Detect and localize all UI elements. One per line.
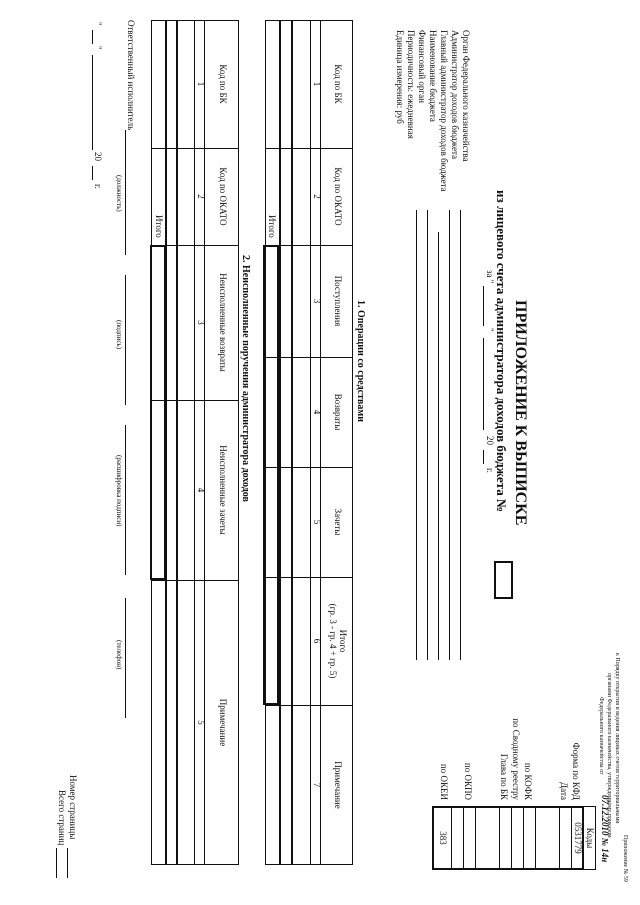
section2-title: 2. Неисполненные поручения администратора доходов	[240, 255, 251, 502]
position-line	[125, 130, 126, 255]
org-line-3	[438, 232, 439, 660]
codes-box	[432, 806, 584, 870]
org-field-2: Администратор доходов бюджета	[450, 30, 460, 159]
org-field-6: Периодичность: ежедневная	[406, 30, 416, 139]
total-pages-label: Всего страниц	[57, 790, 67, 846]
date-prefix: за "	[485, 270, 495, 284]
sign-line	[125, 275, 126, 405]
s2-col-num: 1	[195, 81, 206, 87]
s1-header-okato: Код по ОКАТО	[332, 167, 343, 226]
code-label-okpo: по ОКПО	[463, 762, 473, 800]
s1-total-row[interactable]	[263, 245, 279, 705]
sign-caption: (подпись)	[115, 320, 123, 350]
decoding-caption: (расшифровка подписи)	[115, 455, 123, 527]
s1-total-label: Итого	[267, 215, 277, 238]
code-label-kofk: по КОФК	[523, 762, 533, 800]
org-line-4	[427, 210, 428, 660]
appendix-date: 07.12.2010 № 14н	[600, 795, 610, 863]
year-prefix: 20	[485, 436, 495, 445]
org-field-5: Финансовый орган	[417, 30, 427, 103]
s1-header-kbk: Код по БК	[332, 64, 343, 104]
year-line	[483, 450, 484, 464]
year-suffix: г.	[485, 468, 495, 473]
document-subtitle: из лицевого счета администратора доходов бюджета №	[494, 190, 509, 513]
page-number-line	[67, 848, 68, 878]
s1-header-returns: Возвраты	[332, 393, 343, 431]
codes-header: Коды	[583, 806, 596, 870]
sign-date-year-suffix: г.	[93, 184, 103, 189]
position-caption: (должность)	[115, 175, 123, 212]
date-day-line	[483, 286, 484, 326]
executor-label: Ответственный исполнитель	[126, 20, 136, 131]
s1-col-num: 2	[311, 194, 322, 199]
code-label-date: Дата	[559, 782, 569, 800]
s2-col-num: 2	[195, 194, 206, 199]
org-line-5	[416, 210, 417, 660]
org-line-1	[460, 210, 461, 660]
s2-header-unpaid-returns: Неисполненные возвраты	[217, 273, 228, 372]
s1-col-num: 1	[311, 81, 322, 87]
s2-col-num: 5	[195, 720, 206, 725]
s1-header-offsets: Зачеты	[332, 508, 343, 536]
appendix-line-3: Федерального казначейства от	[598, 697, 604, 775]
budget-number-box[interactable]	[494, 561, 513, 599]
appendix-number: Приложение № 59	[622, 835, 628, 882]
total-pages-line	[56, 848, 57, 878]
org-field-3: Главный администратор доходов бюджета	[439, 30, 449, 192]
s2-header-note: Примечание	[217, 698, 228, 747]
s1-col-num: 3	[311, 298, 322, 304]
section1-title: 1. Операции со средствами	[355, 300, 366, 422]
s2-total-row[interactable]	[150, 245, 166, 580]
date-month-line	[483, 338, 484, 430]
s2-header-kbk: Код по БК	[217, 64, 228, 104]
s1-header-total: Итого (гр. 3 - гр. 4 + гр. 5)	[328, 603, 348, 679]
phone-line	[125, 598, 126, 718]
code-value-form[interactable]: 0531779	[573, 822, 584, 854]
document-title: ПРИЛОЖЕНИЕ К ВЫПИСКЕ	[512, 300, 529, 526]
org-line-2	[449, 210, 450, 660]
sign-date-quote-1: "	[93, 22, 103, 26]
s1-header-receipts: Поступления	[332, 275, 343, 327]
code-label-register: по Сводному реестру	[511, 718, 521, 800]
code-label-head: Глава по БК	[499, 753, 509, 800]
s1-header-note: Примечание	[332, 761, 343, 809]
sign-date-quote-2: "	[93, 46, 103, 50]
page-number-label: Номер страницы	[68, 775, 78, 840]
phone-caption: (телефон)	[115, 640, 123, 670]
s2-total-label: Итого	[154, 215, 164, 238]
code-label-okei: по ОКЕИ	[439, 763, 449, 800]
s2-col-num: 4	[195, 487, 206, 493]
sign-date-year: 20	[93, 152, 103, 161]
s1-col-num: 4	[311, 409, 322, 415]
org-field-7: Единица измерения: руб	[395, 30, 405, 124]
org-field-4: Наименование бюджета	[428, 30, 438, 122]
decoding-line	[125, 425, 126, 575]
s1-col-num: 6	[311, 638, 322, 644]
s2-header-okato: Код по ОКАТО	[217, 167, 228, 226]
s1-col-num: 7	[311, 782, 322, 788]
appendix-line-2: органами Федерального казначейства, утвержденному приказом	[606, 673, 612, 838]
code-value-okei[interactable]: 383	[438, 831, 449, 845]
s2-col-num: 3	[195, 320, 206, 325]
appendix-line-1: к Порядку открытия и ведения лицевых счетов территориальными	[614, 653, 620, 824]
org-field-1: Орган Федерального казначейства	[461, 30, 471, 162]
date-quote: "	[485, 328, 495, 332]
s1-col-num: 5	[311, 519, 322, 525]
code-label-form: Форма по КФД	[571, 742, 581, 800]
s2-header-unpaid-offsets: Неисполненные зачеты	[217, 445, 228, 535]
